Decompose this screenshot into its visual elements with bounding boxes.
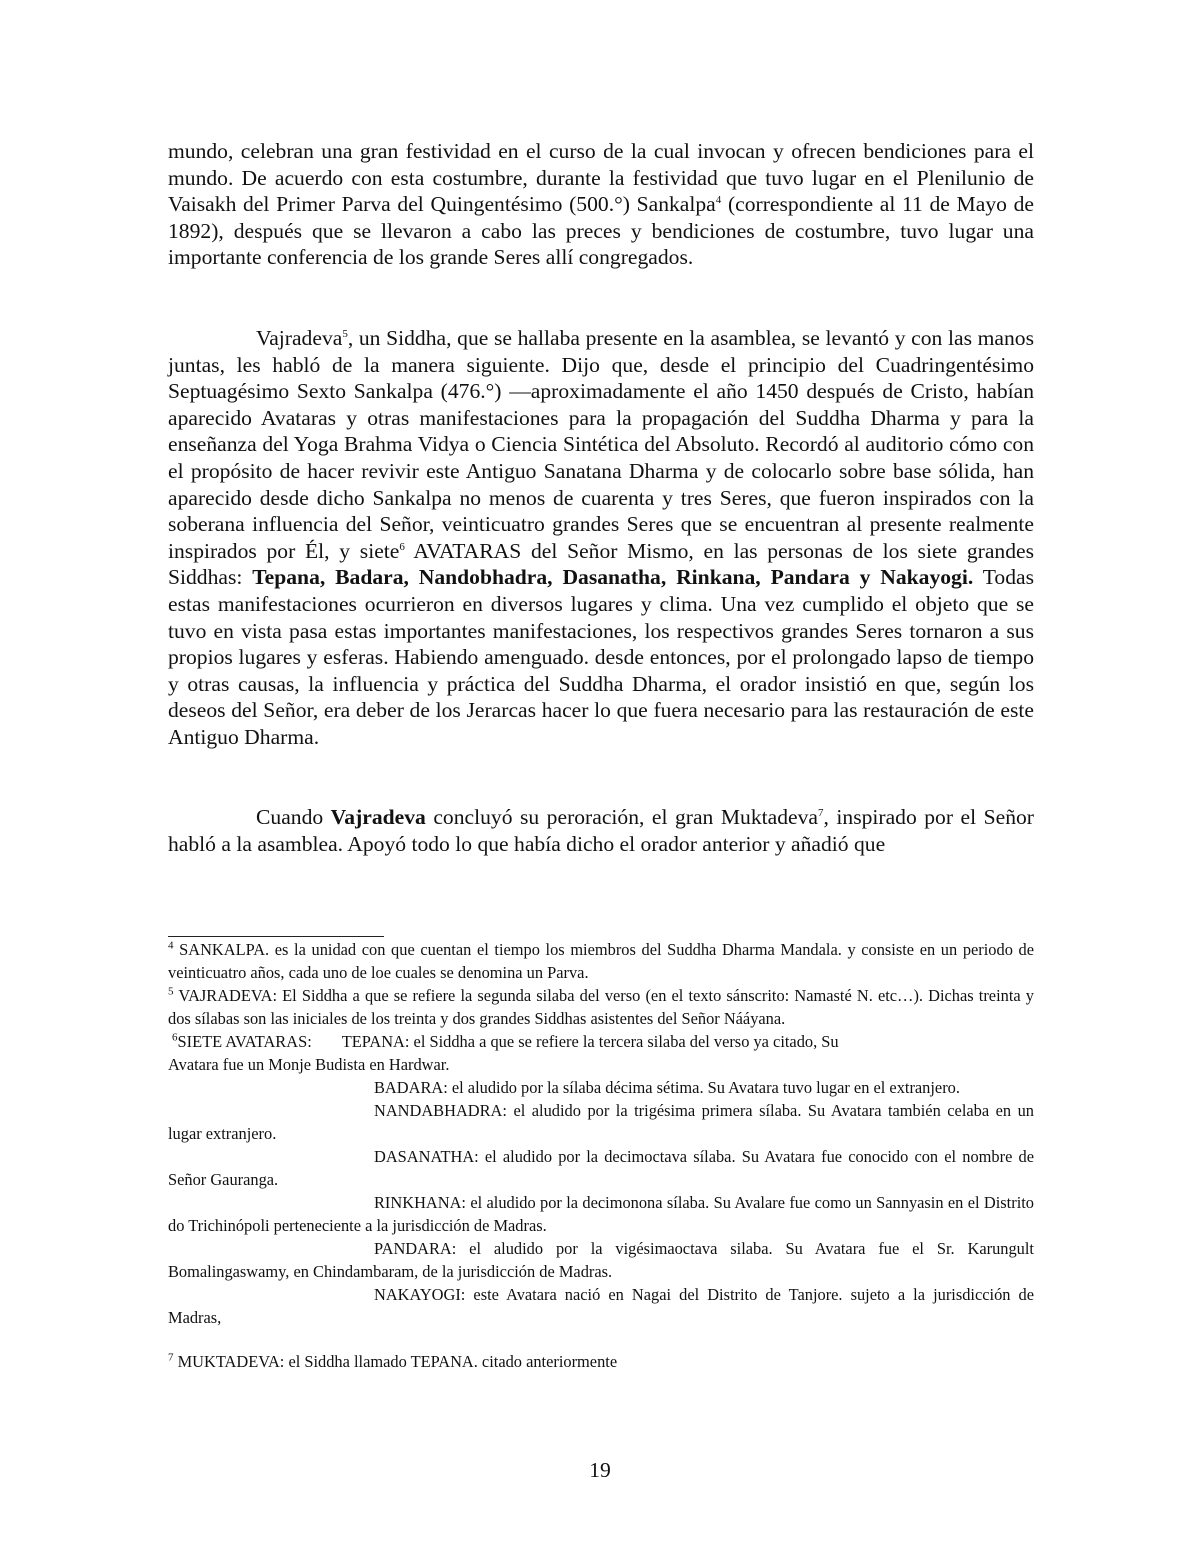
paragraph-text: mundo, celebran una gran festividad en el curso de la cual invocan y ofrecen bendiciones para el mundo. De acuerdo con esta costumbre, durante la festividad que tuvo lugar en el Plenilunio de Vaisakh del Primer Parva del Quingentésimo (500.°) Sankalpa — [168, 139, 1034, 217]
paragraph-text: AVATARAS del Señor Mismo, en las personas de los siete grandes Siddhas: — [168, 538, 1034, 590]
paragraph-text: , un Siddha, que se hallaba presente en la asamblea, se levantó y con las manos juntas, les habló de la manera siguiente. Dijo que, desde el principio del Cuadringentésimo Septuagésimo Sexto Sankalpa (476.°) —aproximadamente el año 1450 después de Cristo, habían aparecido Avataras y otras manifestaciones para la propagación del Suddha Dharma y para la enseñanza del Yoga Brahma Vidya o Ciencia Sintética del Absoluto. Recordó al auditorio cómo con el propósito de hacer revivir este Antiguo Sanatana Dharma y de colocarlo sobre base sólida, han aparecido desde dicho Sankalpa no menos de cuarenta y tres Seres, que fueron inspirados con la soberana influencia del Señor, veinticuatro grandes Seres que se encuentran al presente realmente inspirados por Él, y siete — [168, 325, 1034, 563]
footnote-ref-5[interactable]: 5 — [342, 327, 348, 340]
footnote-ref-6[interactable]: 6 — [399, 540, 405, 553]
footnote-text: MUKTADEVA: el Siddha llamado TEPANA. citado anteriormente — [173, 1352, 618, 1371]
footnote-6-continuation: Avatara fue un Monje Budista en Hardwar. — [168, 1055, 450, 1074]
paragraph-text: Todas estas manifestaciones ocurrieron en diversos lugares y clima. Una vez cumplido el objeto que se tuvo en vista pasa estas importantes manifestaciones, los respectivos grandes Seres tornaron a sus propios lugares y esferas. Habiendo amenguado. desde entonces, por el prolongado lapso de tiempo y otras causas, la influencia y práctica del Suddha Dharma, el orador insistió en que, según los deseos del Señor, era deber de los Jerarcas hacer lo que fuera necesario para las restauración de este Antiguo Dharma. — [168, 565, 1034, 749]
footnote-ref-4[interactable]: 4 — [715, 194, 722, 206]
footnote-number: 5 — [168, 985, 174, 998]
footnote-heading: SIETE AVATARAS: — [177, 1032, 312, 1051]
footnote-number: 7 — [168, 1351, 174, 1364]
paragraph-text: (correspondiente al 11 de Mayo de 1892), después que se llevaron a cabo las preces y bendiciones de costumbre, tuvo lugar una importante conferencia de los grande Seres allí congregados. — [168, 192, 1034, 270]
paragraph-2 — [168, 325, 1034, 751]
paragraph-1 — [168, 138, 1034, 271]
paragraph-text: Cuando — [256, 805, 331, 830]
avatar-item-pandara: PANDARA: el aludido por la vigésimaoctava silaba. Su Avatara fue el Sr. Karungult Bomalingaswamy, en Chindambaram, de la jurisdicción de Madras. — [168, 1239, 1034, 1281]
footnote-separator — [168, 936, 384, 937]
bold-name: Vajradeva — [330, 805, 426, 830]
paragraph-text: Vajradeva — [256, 325, 343, 350]
avatar-item-dasanatha: DASANATHA: el aludido por la decimoctava sílaba. Su Avatara fue conocido con el nombre de Señor Gauranga. — [168, 1147, 1034, 1189]
footnote-6 — [168, 1030, 1034, 1053]
footnote-4 — [168, 938, 1034, 984]
avatar-item-rinkhana: RINKHANA: el aludido por la decimonona sílaba. Su Avalare fue como un Sannyasin en el Distrito do Trichinópoli perteneciente a la jurisdicción de Madras. — [168, 1193, 1034, 1235]
footnote-number: 4 — [168, 939, 174, 952]
footnote-text: SANKALPA. es la unidad con que cuentan el tiempo los miembros del Suddha Dharma Mandala. y consiste en un periodo de veinticuatro años, cada uno de loe cuales se denomina un Parva. — [168, 940, 1034, 982]
footnote-ref-7[interactable]: 7 — [818, 807, 824, 820]
footnote-number: 6 — [172, 1031, 178, 1044]
page-number: 19 — [589, 1458, 611, 1482]
paragraph-3 — [168, 804, 1034, 857]
siddha-names: Tepana, Badara, Nandobhadra, Dasanatha, Rinkana, Pandara y Nakayogi. — [252, 565, 974, 590]
footnote-text: VAJRADEVA: El Siddha a que se refiere la segunda silaba del verso (en el texto sánscrito: Namasté N. etc…). Dichas treinta y dos sílabas son las iniciales de los treinta y dos grandes Siddhas asistentes del Señor Nááyana. — [168, 986, 1034, 1028]
avatar-item-nandabhadra: NANDABHADRA: el aludido por la trigésima primera sílaba. Su Avatara también celaba en un lugar extranjero. — [168, 1101, 1034, 1143]
paragraph-text: concluyó su peroración, el gran Muktadeva — [425, 805, 818, 830]
footnote-5 — [168, 984, 1034, 1030]
avatar-item-badara: BADARA: el aludido por la sílaba décima sétima. Su Avatara tuvo lugar en el extranjero. — [374, 1078, 960, 1097]
footnotes — [168, 938, 1034, 1373]
footnote-text: TEPANA: el Siddha a que se refiere la tercera silaba del verso ya citado, Su — [341, 1032, 839, 1051]
footnote-7 — [168, 1350, 1034, 1373]
avatar-item-nakayogi: NAKAYOGI: este Avatara nació en Nagai del Distrito de Tanjore. sujeto a la jurisdicción de Madras, — [168, 1285, 1034, 1327]
main-text — [168, 138, 1034, 858]
paragraph-text: , inspirado por el Señor habló a la asamblea. Apoyó todo lo que había dicho el orador anterior y añadió que — [168, 805, 1034, 857]
